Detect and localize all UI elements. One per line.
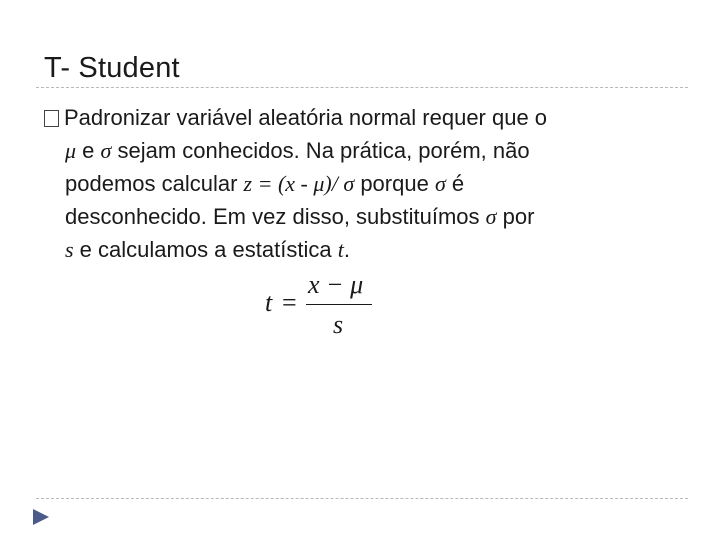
line-4-a: desconhecido. Em vez disso, substituímos — [65, 204, 486, 229]
t-symbol: t — [337, 237, 344, 262]
line-3-b: porque — [354, 171, 435, 196]
formula-numerator: x − μ — [308, 270, 364, 299]
line-3-c: é — [445, 171, 465, 196]
paragraph-line-4 — [44, 200, 674, 233]
formula-denominator: s — [333, 310, 344, 339]
line-4-b: por — [496, 204, 535, 229]
text-e: e — [76, 138, 101, 163]
line-5-b: . — [343, 237, 350, 262]
mu-symbol: μ — [65, 138, 77, 163]
paragraph-line-1: Padronizar variável aleatória normal requer que o — [64, 105, 548, 130]
body-text — [44, 101, 674, 266]
line-5-a: e calculamos a estatística — [73, 237, 338, 262]
formula-lhs: t — [265, 288, 273, 317]
t-statistic-formula — [262, 270, 382, 344]
sigma-symbol: σ — [100, 138, 112, 163]
s-symbol: s — [65, 237, 74, 262]
sigma-symbol-2: σ — [434, 171, 446, 196]
line-3-a: podemos calcular — [65, 171, 244, 196]
paragraph-line-2 — [44, 134, 674, 167]
fraction-bar — [306, 304, 372, 305]
paragraph-line-3 — [44, 167, 674, 200]
paragraph-line-5 — [44, 233, 674, 266]
formula-equals: = — [282, 288, 297, 317]
slide-title: T- Student — [44, 52, 180, 84]
sigma-symbol-3: σ — [485, 204, 497, 229]
checkbox-bullet-icon — [44, 110, 59, 127]
title-divider — [36, 87, 688, 88]
footer-divider — [36, 498, 688, 499]
z-formula-inline: z = (x - μ)/ σ — [243, 171, 355, 196]
line-2-rest: sejam conhecidos. Na prática, porém, não — [111, 138, 530, 163]
nav-arrow-icon[interactable] — [30, 506, 52, 528]
bullet-line-1 — [44, 101, 674, 134]
